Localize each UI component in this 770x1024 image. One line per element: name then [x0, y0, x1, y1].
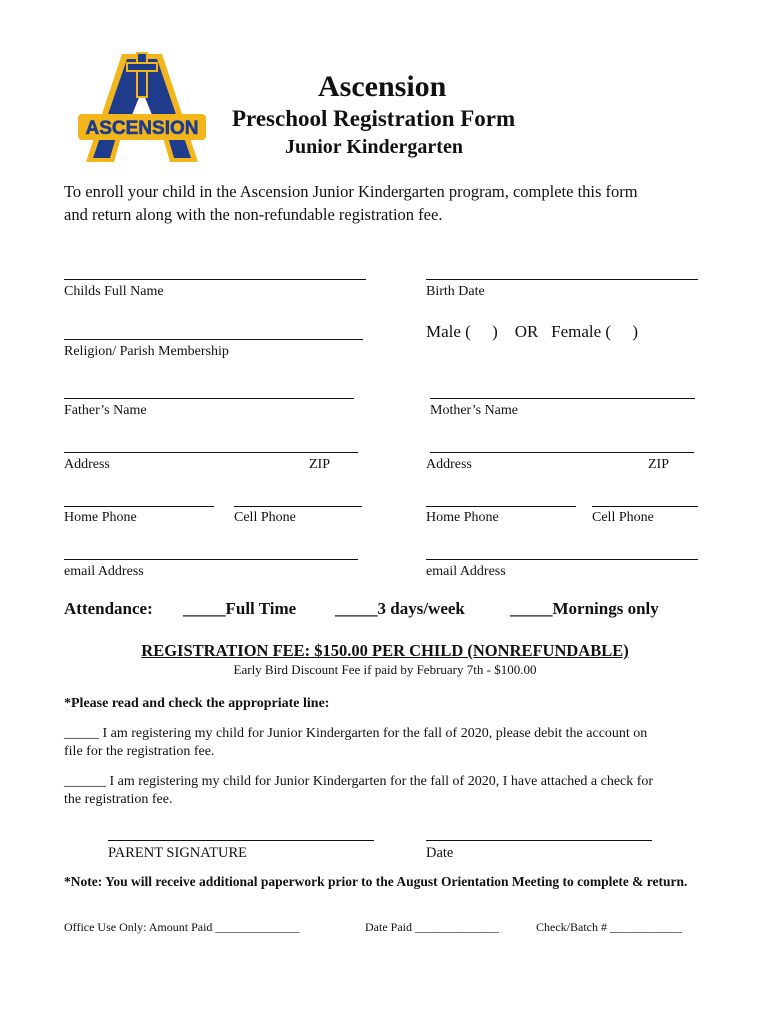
father-cell-phone-label: Cell Phone: [234, 510, 296, 525]
early-bird-note: Early Bird Discount Fee if paid by February 7th - $100.00: [233, 662, 537, 677]
ascension-logo: [78, 50, 206, 164]
signature-date-label: Date: [426, 845, 454, 861]
parent-signature-line[interactable]: [108, 840, 374, 841]
instructions-heading-text: *Please read and check the appropriate line:: [64, 696, 330, 711]
father-name-line[interactable]: [64, 398, 354, 399]
mother-address-label: Address: [426, 457, 472, 472]
attendance-full-time[interactable]: _____Full Time: [183, 599, 297, 618]
check-option-line-2: the registration fee.: [64, 792, 173, 807]
intro-line-1: To enroll your child in the Ascension Junior Kindergarten program, complete this form: [64, 182, 638, 201]
instructions-heading: [64, 696, 329, 712]
child-name-label: Childs Full Name: [64, 284, 164, 299]
check-option-line-1[interactable]: ______ I am registering my child for Junior Kindergarten for the fall of 2020, I have attached a check for: [64, 774, 654, 789]
mother-name-line[interactable]: [430, 398, 695, 399]
mother-name-label: Mother’s Name: [430, 403, 518, 418]
intro-line-2: and return along with the non-refundable registration fee.: [64, 205, 443, 224]
orientation-note: *Note: You will receive additional paperwork prior to the August Orientation Meeting to complete & return.: [64, 874, 688, 889]
office-amount-paid[interactable]: Office Use Only: Amount Paid ______________: [64, 920, 300, 934]
mother-zip-label: ZIP: [648, 457, 669, 472]
religion-line[interactable]: [64, 339, 363, 340]
mother-home-phone-line[interactable]: [426, 506, 576, 507]
father-cell-phone-line[interactable]: [234, 506, 362, 507]
father-email-label: email Address: [64, 564, 144, 579]
mother-address-line[interactable]: [430, 452, 694, 453]
father-home-phone-label: Home Phone: [64, 510, 137, 525]
attendance-3-days[interactable]: _____3 days/week: [335, 599, 465, 618]
mother-email-line[interactable]: [426, 559, 698, 560]
attendance-label: Attendance:: [64, 599, 153, 618]
office-date-paid[interactable]: Date Paid ______________: [365, 920, 499, 934]
gender-selection[interactable]: Male ( ) OR Female ( ): [426, 322, 638, 341]
debit-option-line-1[interactable]: _____ I am registering my child for Junior Kindergarten for the fall of 2020, please debit the account on: [64, 726, 648, 741]
attendance-mornings[interactable]: _____Mornings only: [510, 599, 659, 618]
page-title: Ascension: [318, 70, 447, 103]
debit-option-line-2: file for the registration fee.: [64, 744, 215, 759]
father-email-line[interactable]: [64, 559, 358, 560]
child-name-line[interactable]: [64, 279, 366, 280]
birth-date-label: Birth Date: [426, 284, 485, 299]
father-address-line[interactable]: [64, 452, 358, 453]
mother-email-label: email Address: [426, 564, 506, 579]
mother-home-phone-label: Home Phone: [426, 510, 499, 525]
office-check-batch[interactable]: Check/Batch # ____________: [536, 920, 682, 934]
parent-signature-label: PARENT SIGNATURE: [108, 845, 247, 861]
mother-cell-phone-label: Cell Phone: [592, 510, 654, 525]
program-name: Junior Kindergarten: [285, 136, 463, 158]
father-zip-label: ZIP: [309, 457, 330, 472]
father-home-phone-line[interactable]: [64, 506, 214, 507]
logo-text: ASCENSION: [85, 118, 199, 139]
father-address-label: Address: [64, 457, 110, 472]
religion-label: Religion/ Parish Membership: [64, 344, 229, 359]
mother-cell-phone-line[interactable]: [592, 506, 698, 507]
signature-date-line[interactable]: [426, 840, 652, 841]
father-name-label: Father’s Name: [64, 403, 147, 418]
form-subtitle: Preschool Registration Form: [232, 106, 516, 131]
birth-date-line[interactable]: [426, 279, 698, 280]
registration-fee-heading: REGISTRATION FEE: $150.00 PER CHILD (NONREFUNDABLE): [141, 641, 629, 660]
